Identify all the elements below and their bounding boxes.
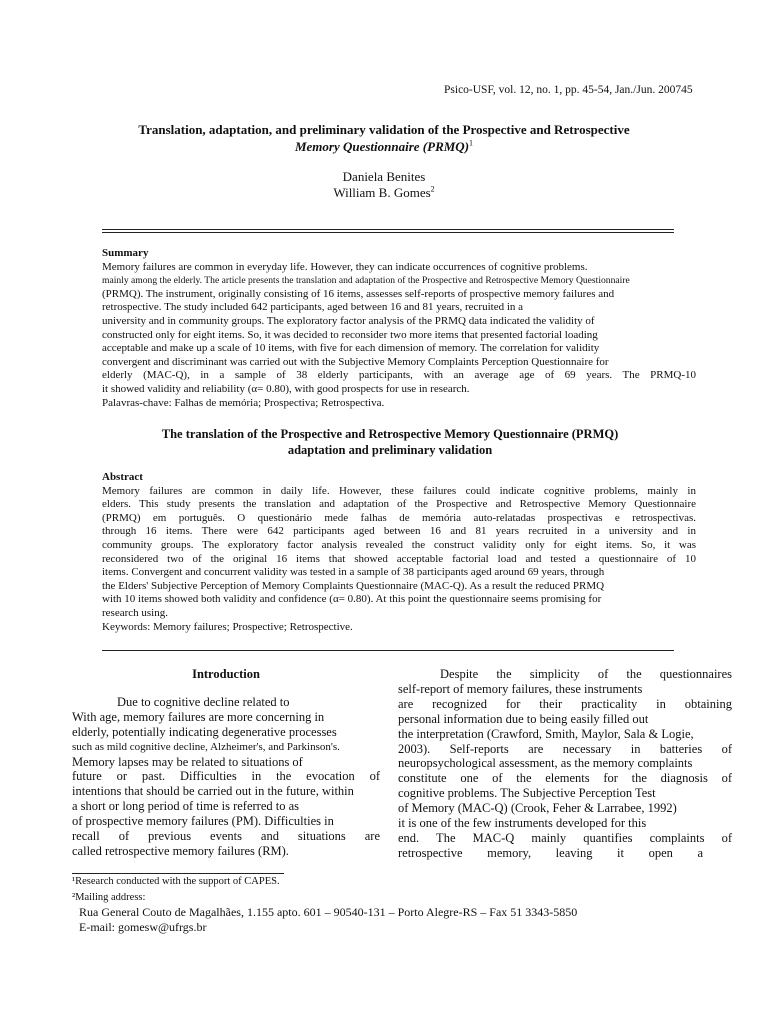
abstract-line: with 10 items showed both validity and confidence (α= 0.80). At this point the questionnaire seems promising for	[102, 593, 602, 606]
body-line: intentions that should be carried out in the future, within	[72, 784, 354, 799]
english-title-line-2: adaptation and preliminary validation	[287, 442, 493, 457]
body-line: future or past. Difficulties in the evocation of	[72, 769, 380, 784]
body-line: the interpretation (Crawford, Smith, Maylor, Sala & Logie,	[398, 726, 694, 741]
summary-line: acceptable and make up a scale of 10 items, with five for each dimension of memory. The correlation for validity	[102, 342, 600, 355]
body-line: called retrospective memory failures (RM).	[72, 843, 289, 858]
body-line: neuropsychological assessment, as the memory complaints	[398, 756, 693, 771]
abstract-line: elders. This study presents the translation and adaptation of the Prospective and Retrospective Memory Questionnaire	[102, 498, 696, 511]
introduction-heading: Introduction	[192, 667, 260, 681]
abstract-line: Memory failures are common in daily life. However, these failures could indicate cognitive problems, mainly in	[102, 484, 696, 497]
left-column	[72, 667, 380, 859]
footnote-1: ¹Research conducted with the support of CAPES.	[72, 876, 280, 887]
body-line: retrospective memory, leaving it open a	[398, 845, 703, 860]
divider-top-2	[102, 232, 674, 233]
summary-line: mainly among the elderly. The article presents the translation and adaptation of the Prospective and Retrospective Memory Questionnaire	[102, 275, 630, 287]
divider-top-1	[102, 229, 674, 230]
author-1: Daniela Benites	[342, 169, 426, 184]
abstract-line: reconsidered two of the original 16 items that showed acceptable factorial load and tested a questionnaire of 10	[102, 552, 696, 565]
abstract-section	[102, 471, 696, 634]
body-line: end. The MAC-Q mainly quantifies complaints of	[398, 830, 732, 845]
body-line: it is one of the few instruments developed for this	[398, 816, 647, 831]
summary-line: (PRMQ). The instrument, originally consisting of 16 items, assesses self-reports of prospective memory failures and	[102, 287, 615, 300]
summary-line: convergent and discriminant was carried out with the Subjective Memory Complaints Perception Questionnaire for	[102, 355, 609, 368]
english-title-line-1: The translation of the Prospective and Retrospective Memory Questionnaire (PRMQ)	[161, 427, 619, 441]
abstract-line: community groups. The exploratory factor analysis revealed the construct validity only for eight items. So, it was	[102, 538, 696, 551]
title-line-1: Translation, adaptation, and preliminary validation of the Prospective and Retrospective	[138, 122, 630, 137]
abstract-line: through 16 items. There were 642 participants aged between 16 and 81 years recruited in a university and in	[102, 525, 696, 538]
abstract-line: items. Convergent and concurrent validity was tested in a sample of 38 participants aged around 69 years, through	[102, 566, 605, 579]
email-address: E-mail: gomesw@ufrgs.br	[79, 919, 207, 934]
body-line: Due to cognitive decline related to	[117, 694, 290, 709]
body-line: Despite the simplicity of the questionnaires	[440, 667, 732, 681]
authors	[200, 169, 568, 201]
summary-line: it showed validity and reliability (α= 0.80), with good prospects for use in research.	[102, 382, 470, 395]
footnotes	[72, 876, 672, 935]
body-line: With age, memory failures are more concerning in	[72, 709, 325, 724]
body-line: self-report of memory failures, these instruments	[398, 681, 643, 696]
body-line: elderly, potentially indicating degenerative processes	[72, 724, 337, 739]
body-line: Memory lapses may be related to situations of	[72, 754, 303, 769]
author-2: William B. Gomes	[333, 185, 431, 200]
title-footnote-marker: 1	[469, 138, 474, 148]
summary-line: retrospective. The study included 642 participants, aged between 16 and 81 years, recruited in a	[102, 301, 524, 314]
body-line: cognitive problems. The Subjective Perception Test	[398, 786, 656, 801]
body-line: such as mild cognitive decline, Alzheimer's, and Parkinson's.	[72, 740, 340, 753]
abstract-line: research using.	[102, 606, 168, 619]
keywords-pt: Palavras-chave: Falhas de memória; Prospectiva; Retrospectiva.	[102, 396, 385, 409]
divider-mid	[102, 650, 674, 651]
abstract-line: (PRMQ) em português. O questionário mede falhas de memória auto-relatadas prospectivas e retrospectivas.	[102, 511, 696, 524]
right-column	[398, 667, 732, 861]
keywords-en: Keywords: Memory failures; Prospective; Retrospective.	[102, 620, 353, 633]
body-line: 2003). Self-reports are necessary in batteries of	[398, 741, 732, 756]
summary-line: constructed only for eight items. So, it was decided to reconsider two more items that presented factorial loading	[102, 328, 598, 341]
summary-section	[102, 247, 696, 410]
body-line: of prospective memory failures (PM). Difficulties in	[72, 814, 334, 829]
body-line: a short or long period of time is referred to as	[72, 799, 300, 814]
article-title	[60, 121, 708, 155]
body-line: constitute one of the elements for the diagnosis of	[398, 771, 732, 786]
author-footnote-marker: 2	[430, 184, 435, 194]
summary-line: Memory failures are common in everyday life. However, they can indicate occurrences of cognitive problems.	[102, 260, 588, 273]
summary-heading: Summary	[102, 247, 149, 259]
english-title	[110, 427, 670, 458]
summary-line: elderly (MAC-Q), in a sample of 38 elderly participants, with an average age of 69 years. The PRMQ-10	[102, 369, 696, 382]
body-line: are recognized for their practicality in obtaining	[398, 696, 732, 711]
title-line-2: Memory Questionnaire (PRMQ)	[294, 139, 470, 154]
body-line: recall of previous events and situations are	[72, 829, 380, 844]
journal-citation: Psico-USF, vol. 12, no. 1, pp. 45-54, Jan./Jun. 200745	[444, 84, 693, 96]
abstract-line: the Elders' Subjective Perception of Memory Complaints Questionnaire (MAC-Q). As a result the reduced PRMQ	[102, 579, 605, 592]
body-line: of Memory (MAC-Q) (Crook, Feher & Larrabee, 1992)	[398, 801, 677, 816]
footnote-divider	[72, 873, 284, 874]
mailing-address: Rua General Couto de Magalhães, 1.155 apto. 601 – 90540-131 – Porto Alegre-RS – Fax 51 3343-5850	[79, 904, 578, 919]
summary-line: university and in community groups. The exploratory factor analysis of the PRMQ data indicated the validity of	[102, 314, 595, 327]
abstract-heading: Abstract	[102, 471, 143, 483]
footnote-2: ²Mailing address:	[72, 891, 146, 903]
body-line: personal information due to being easily filled out	[398, 711, 649, 726]
